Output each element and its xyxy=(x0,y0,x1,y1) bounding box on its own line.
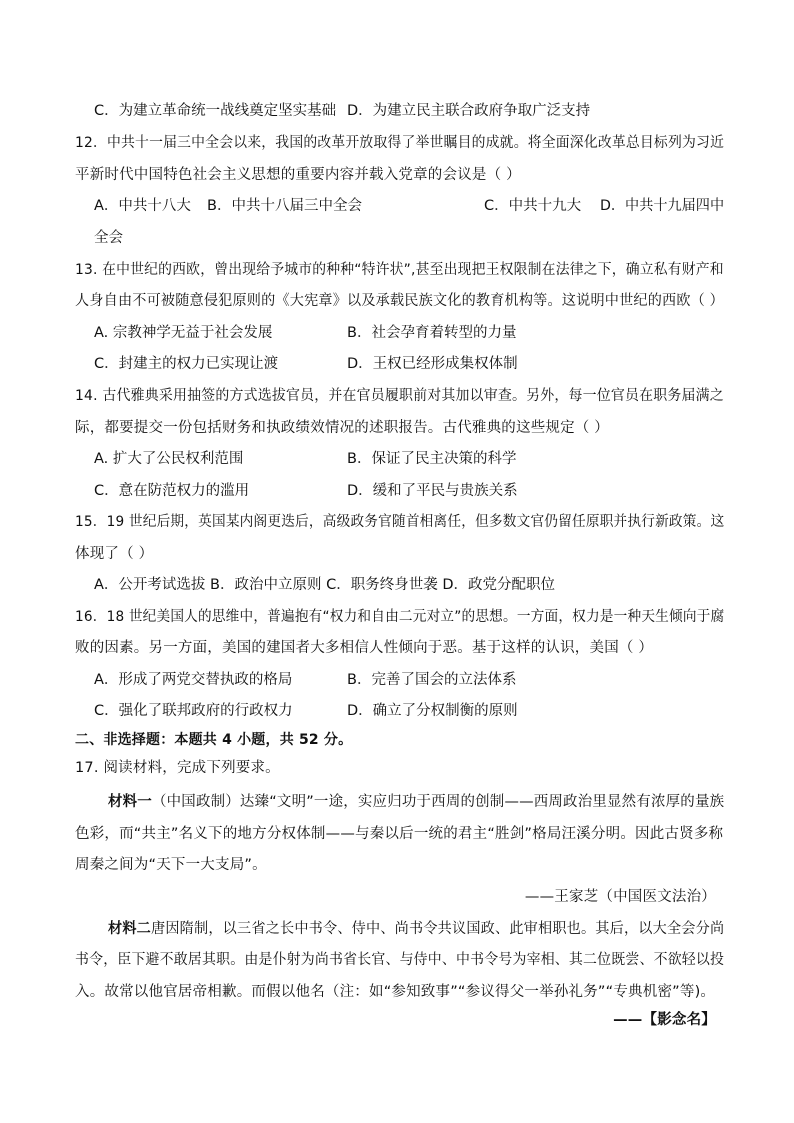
material1-label: 材料一 xyxy=(108,794,152,810)
q12-option-d: D．中共十九届四中 xyxy=(600,198,725,214)
q11-option-c: C．为建立革命统一战线奠定坚实基础 xyxy=(94,103,337,119)
q16-option-d: D．确立了分权制衡的原则 xyxy=(347,703,518,719)
q11-option-d: D．为建立民主联合政府争取广泛支持 xyxy=(347,103,591,119)
q17-intro: 17. 阅读材料，完成下列要求。 xyxy=(75,760,280,776)
q12-stem-line1: 12．中共十一届三中全会以来，我国的改革开放取得了举世瞩目的成就。将全面深化改革总目标列为习近 xyxy=(75,135,725,151)
q14-option-b: B．保证了民主决策的科学 xyxy=(347,451,517,467)
q15-stem-line2: 体现了（ ） xyxy=(75,546,154,562)
q13-stem-line1: 13. 在中世纪的西欧，曾出现给予城市的种种“特许状”,甚至出现把王权限制在法律之下，确立私有财产和 xyxy=(75,262,724,278)
q15-stem-line1: 15．19 世纪后期，英国某内阁更迭后，高级政务官随首相离任，但多数文官仍留任原职并执行新政策。这 xyxy=(75,514,725,530)
q13-option-c: C．封建主的权力已实现让渡 xyxy=(94,356,279,372)
q15-options: A．公开考试选拔 B．政治中立原则 C．职务终身世袭 D．政党分配职位 xyxy=(94,577,555,593)
q17-material1-line3: 周秦之间为“天下一大支局”。 xyxy=(75,857,267,873)
q16-option-a: A．形成了两党交替执政的格局 xyxy=(94,672,293,688)
q12-option-d-continued: 全会 xyxy=(94,230,123,246)
q17-material1-source: ——王家芝（中国医文法治） xyxy=(524,889,716,905)
q12-option-a: A．中共十八大 xyxy=(94,198,191,214)
q14-stem-line1: 14. 古代雅典采用抽签的方式选拔官员，并在官员履职前对其加以审查。另外，每一位官员在职务届满之 xyxy=(75,388,724,404)
q12-option-b: B．中共十八届三中全会 xyxy=(207,198,362,214)
q14-option-c: C．意在防范权力的滥用 xyxy=(94,483,250,499)
q14-option-a: A. 扩大了公民权利范围 xyxy=(94,451,244,467)
material2-label: 材料二 xyxy=(108,921,152,937)
q13-stem-line2: 人身自由不可被随意侵犯原则的《大宪章》以及承载民族文化的教育机构等。这说明中世纪的西欧（ ） xyxy=(75,293,724,309)
q16-stem-line1: 16．18 世纪美国人的思维中，普遍抱有“权力和自由二元对立”的思想。一方面，权力是一种天生倾向于腐 xyxy=(75,609,725,625)
q17-material1-line1: 材料一（中国政制）达臻“文明”一途，实应归功于西周的创制——西周政治里显然有浓厚的量族 xyxy=(108,794,725,810)
q16-stem-line2: 败的因素。另一方面，美国的建国者大多相信人性倾向于恶。基于这样的认识，美国（ ） xyxy=(75,640,654,656)
q13-option-a: A. 宗教神学无益于社会发展 xyxy=(94,325,273,341)
section-heading: 二、非选择题：本题共 4 小题，共 52 分。 xyxy=(75,732,353,748)
q16-option-b: B．完善了国会的立法体系 xyxy=(347,672,517,688)
q17-material2-line1: 材料二唐因隋制，以三省之长中书令、侍中、尚书令共议国政、此审相职也。其后，以大全会分尚 xyxy=(108,921,725,937)
q14-option-d: D．缓和了平民与贵族关系 xyxy=(347,483,518,499)
q16-option-c: C．强化了联邦政府的行政权力 xyxy=(94,703,293,719)
q17-material1-line2: 色彩，而“共主”名义下的地方分权体制——与秦以后一统的君主“胜剑”格局汪溪分明。因此古贤多称 xyxy=(75,826,724,842)
q12-option-c: C．中共十九大 xyxy=(484,198,582,214)
q17-material2-line2: 书令，臣下避不敢居其职。由是仆射为尚书省长官、与侍中、中书令号为宰相、其二位既尝、不欲轻以投 xyxy=(75,952,725,968)
q17-material2-source: ——【影念名】 xyxy=(613,1012,716,1028)
q13-option-d: D．王权已经形成集权体制 xyxy=(347,356,518,372)
q13-option-b: B．社会孕育着转型的力量 xyxy=(347,325,517,341)
q14-stem-line2: 际，都要提交一份包括财务和执政绩效情况的述职报告。古代雅典的这些规定（ ） xyxy=(75,420,610,436)
q17-material2-line3: 入。故常以他官居帝相歉。而假以他名（注：如“参知致事”“参议得父一举孙礼务”“专典机密”等)。 xyxy=(75,984,716,1000)
q12-stem-line2: 平新时代中国特色社会主义思想的重要内容并载入党章的会议是（ ） xyxy=(75,167,521,183)
